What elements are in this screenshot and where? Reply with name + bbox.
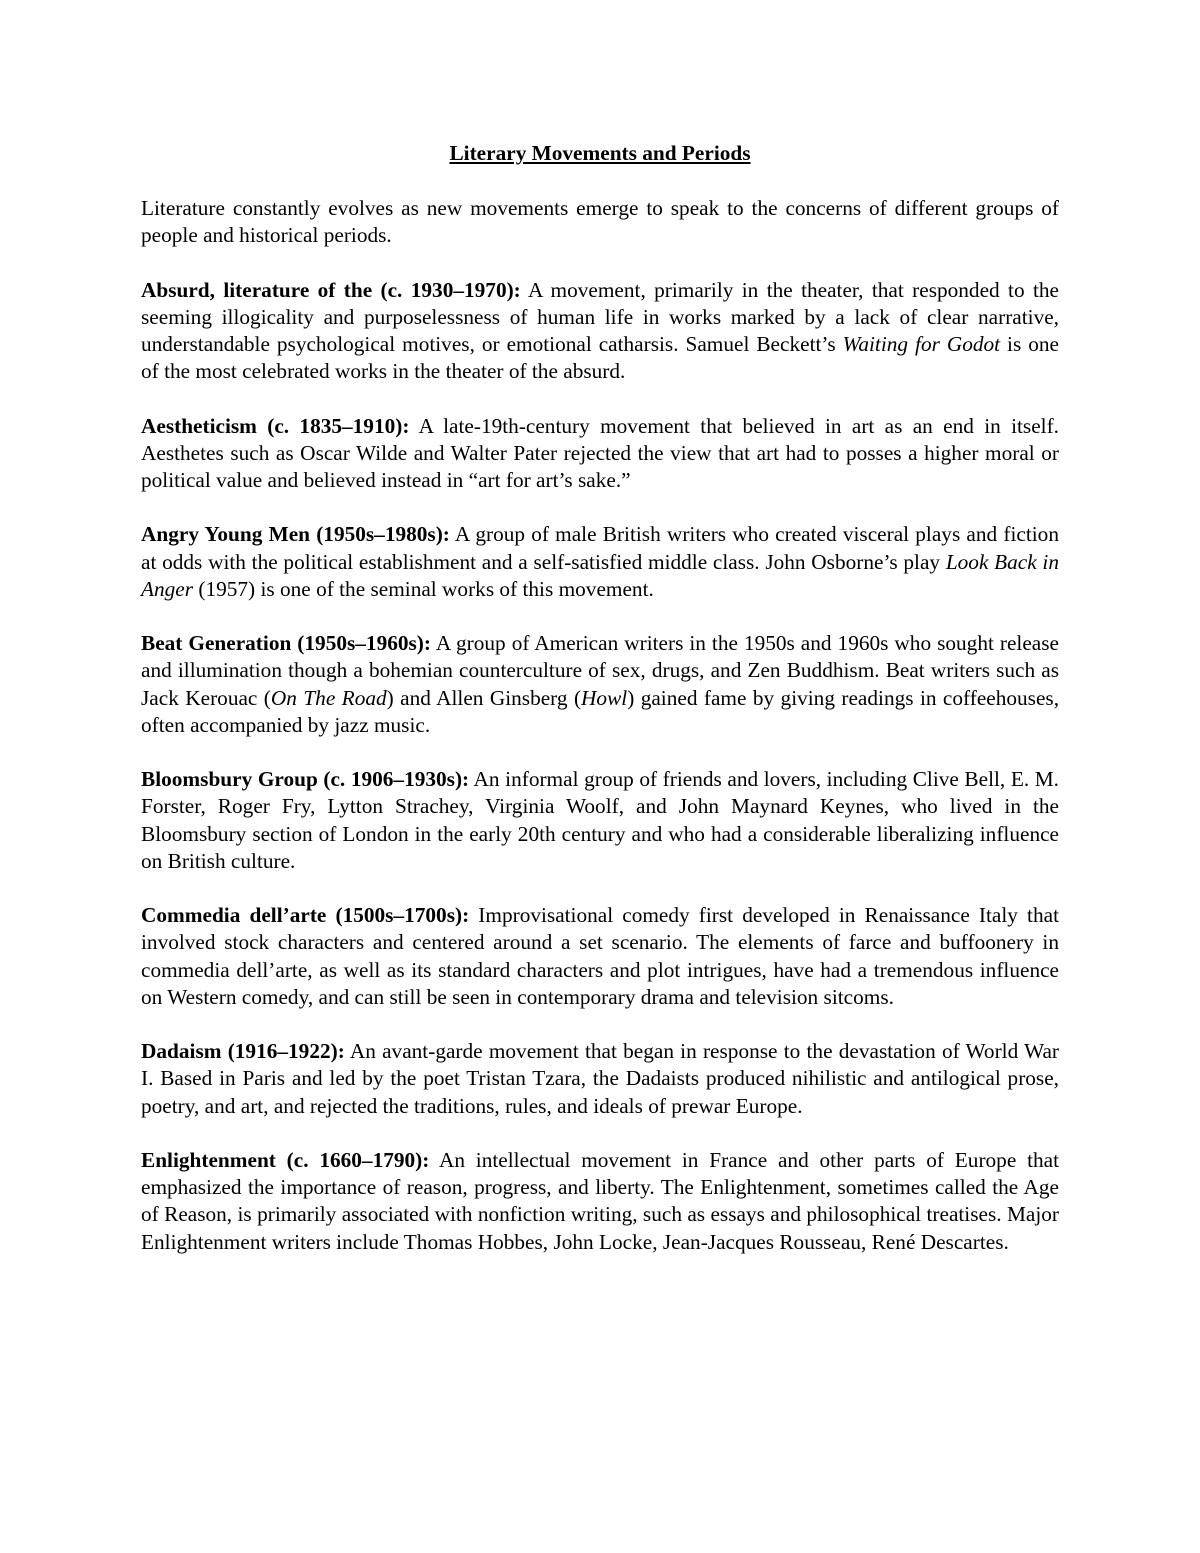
entry-text: ) gained fame by giving readings in coffeehouses, often accompanied by jazz music. (141, 685, 1060, 737)
entry-aestheticism (141, 413, 1059, 495)
intro-paragraph: Literature constantly evolves as new movements emerge to speak to the concerns of different groups of people and historical periods. (141, 196, 1059, 248)
document-title: Literary Movements and Periods (449, 141, 751, 165)
work-title: Howl (581, 685, 628, 710)
entry-text: An informal group of friends and lovers, including Clive Bell, E. M. Forster, Roger Fry, Lytton Strachey, Virginia Woolf, and John Maynard Keynes, who lived in the Bloomsbury section of London in the early 20th century and who had a considerable liberalizing influence on British culture. (141, 767, 1059, 873)
entry-dadaism (141, 1038, 1059, 1120)
entry-text: is one of the most celebrated works in the theater of the absurd. (141, 332, 1059, 384)
entry-text: An avant-garde movement that began in response to the devastation of World War I. Based in Paris and led by the poet Tristan Tzara, the Dadaists produced nihilistic and antilogical prose, poetry, and art, and rejected the traditions, rules, and ideals of prewar Europe. (141, 1039, 1060, 1118)
entry-beat-generation (141, 630, 1059, 739)
entry-text: A late-19th-century movement that believed in art as an end in itself. Aesthetes such as Oscar Wilde and Walter Pater rejected the view that art had to posses a higher moral or political value and believed instead in “art for art’s sake.” (141, 413, 1059, 493)
entry-term: Enlightenment (c. 1660–1790): (141, 1148, 430, 1172)
entry-absurd (141, 277, 1059, 386)
entry-text: A group of male British writers who created visceral plays and fiction at odds with the political establishment and a self-satisfied middle class. John Osborne’s play (141, 522, 1059, 574)
entry-text: ) and Allen Ginsberg ( (386, 685, 582, 710)
entry-enlightenment (141, 1147, 1059, 1256)
work-title: On The Road (270, 685, 387, 710)
entry-term: Dadaism (1916–1922): (141, 1039, 345, 1064)
entry-term: Commedia dell’arte (1500s–1700s): (141, 903, 470, 928)
entry-text: Improvisational comedy first developed in Renaissance Italy that involved stock characters and centered around a set scenario. The elements of farce and buffoonery in commedia dell’arte, as well as its standard characters and plot intrigues, have had a tremendous influence on Western comedy, and can still be seen in contemporary drama and television sitcoms. (141, 903, 1059, 1009)
work-title: Look Back in Anger (141, 549, 1060, 601)
entry-commedia-dellarte (141, 902, 1059, 1011)
entry-bloomsbury-group (141, 766, 1059, 875)
entry-text: (1957) is one of the seminal works of this movement. (193, 576, 654, 601)
document-page (141, 140, 1059, 1283)
entry-term: Beat Generation (1950s–1960s): (141, 631, 431, 656)
entry-term: Aestheticism (c. 1835–1910): (141, 413, 410, 438)
entry-angry-young-men (141, 521, 1059, 603)
entry-text: A group of American writers in the 1950s and 1960s who sought release and illumination though a bohemian counterculture of sex, drugs, and Zen Buddhism. Beat writers such as Jack Kerouac ( (141, 631, 1059, 710)
entry-text: An intellectual movement in France and other parts of Europe that emphasized the importance of reason, progress, and liberty. The Enlightenment, sometimes called the Age of Reason, is primarily associated with nonfiction writing, such as essays and philosophical treatises. Major Enlightenment writers include Thomas Hobbes, John Locke, Jean-Jacques Rousseau, René Descartes. (141, 1148, 1060, 1254)
entry-text: A movement, primarily in the theater, that responded to the seeming illogicality and purposelessness of human life in works marked by a lack of clear narrative, understandable psychological motives, or emotional catharsis. Samuel Beckett’s (141, 277, 1059, 357)
entry-term: Bloomsbury Group (c. 1906–1930s): (141, 767, 470, 792)
work-title: Waiting for Godot (842, 332, 1001, 357)
entry-term: Absurd, literature of the (c. 1930–1970): (141, 277, 521, 302)
entry-term: Angry Young Men (1950s–1980s): (141, 522, 450, 547)
